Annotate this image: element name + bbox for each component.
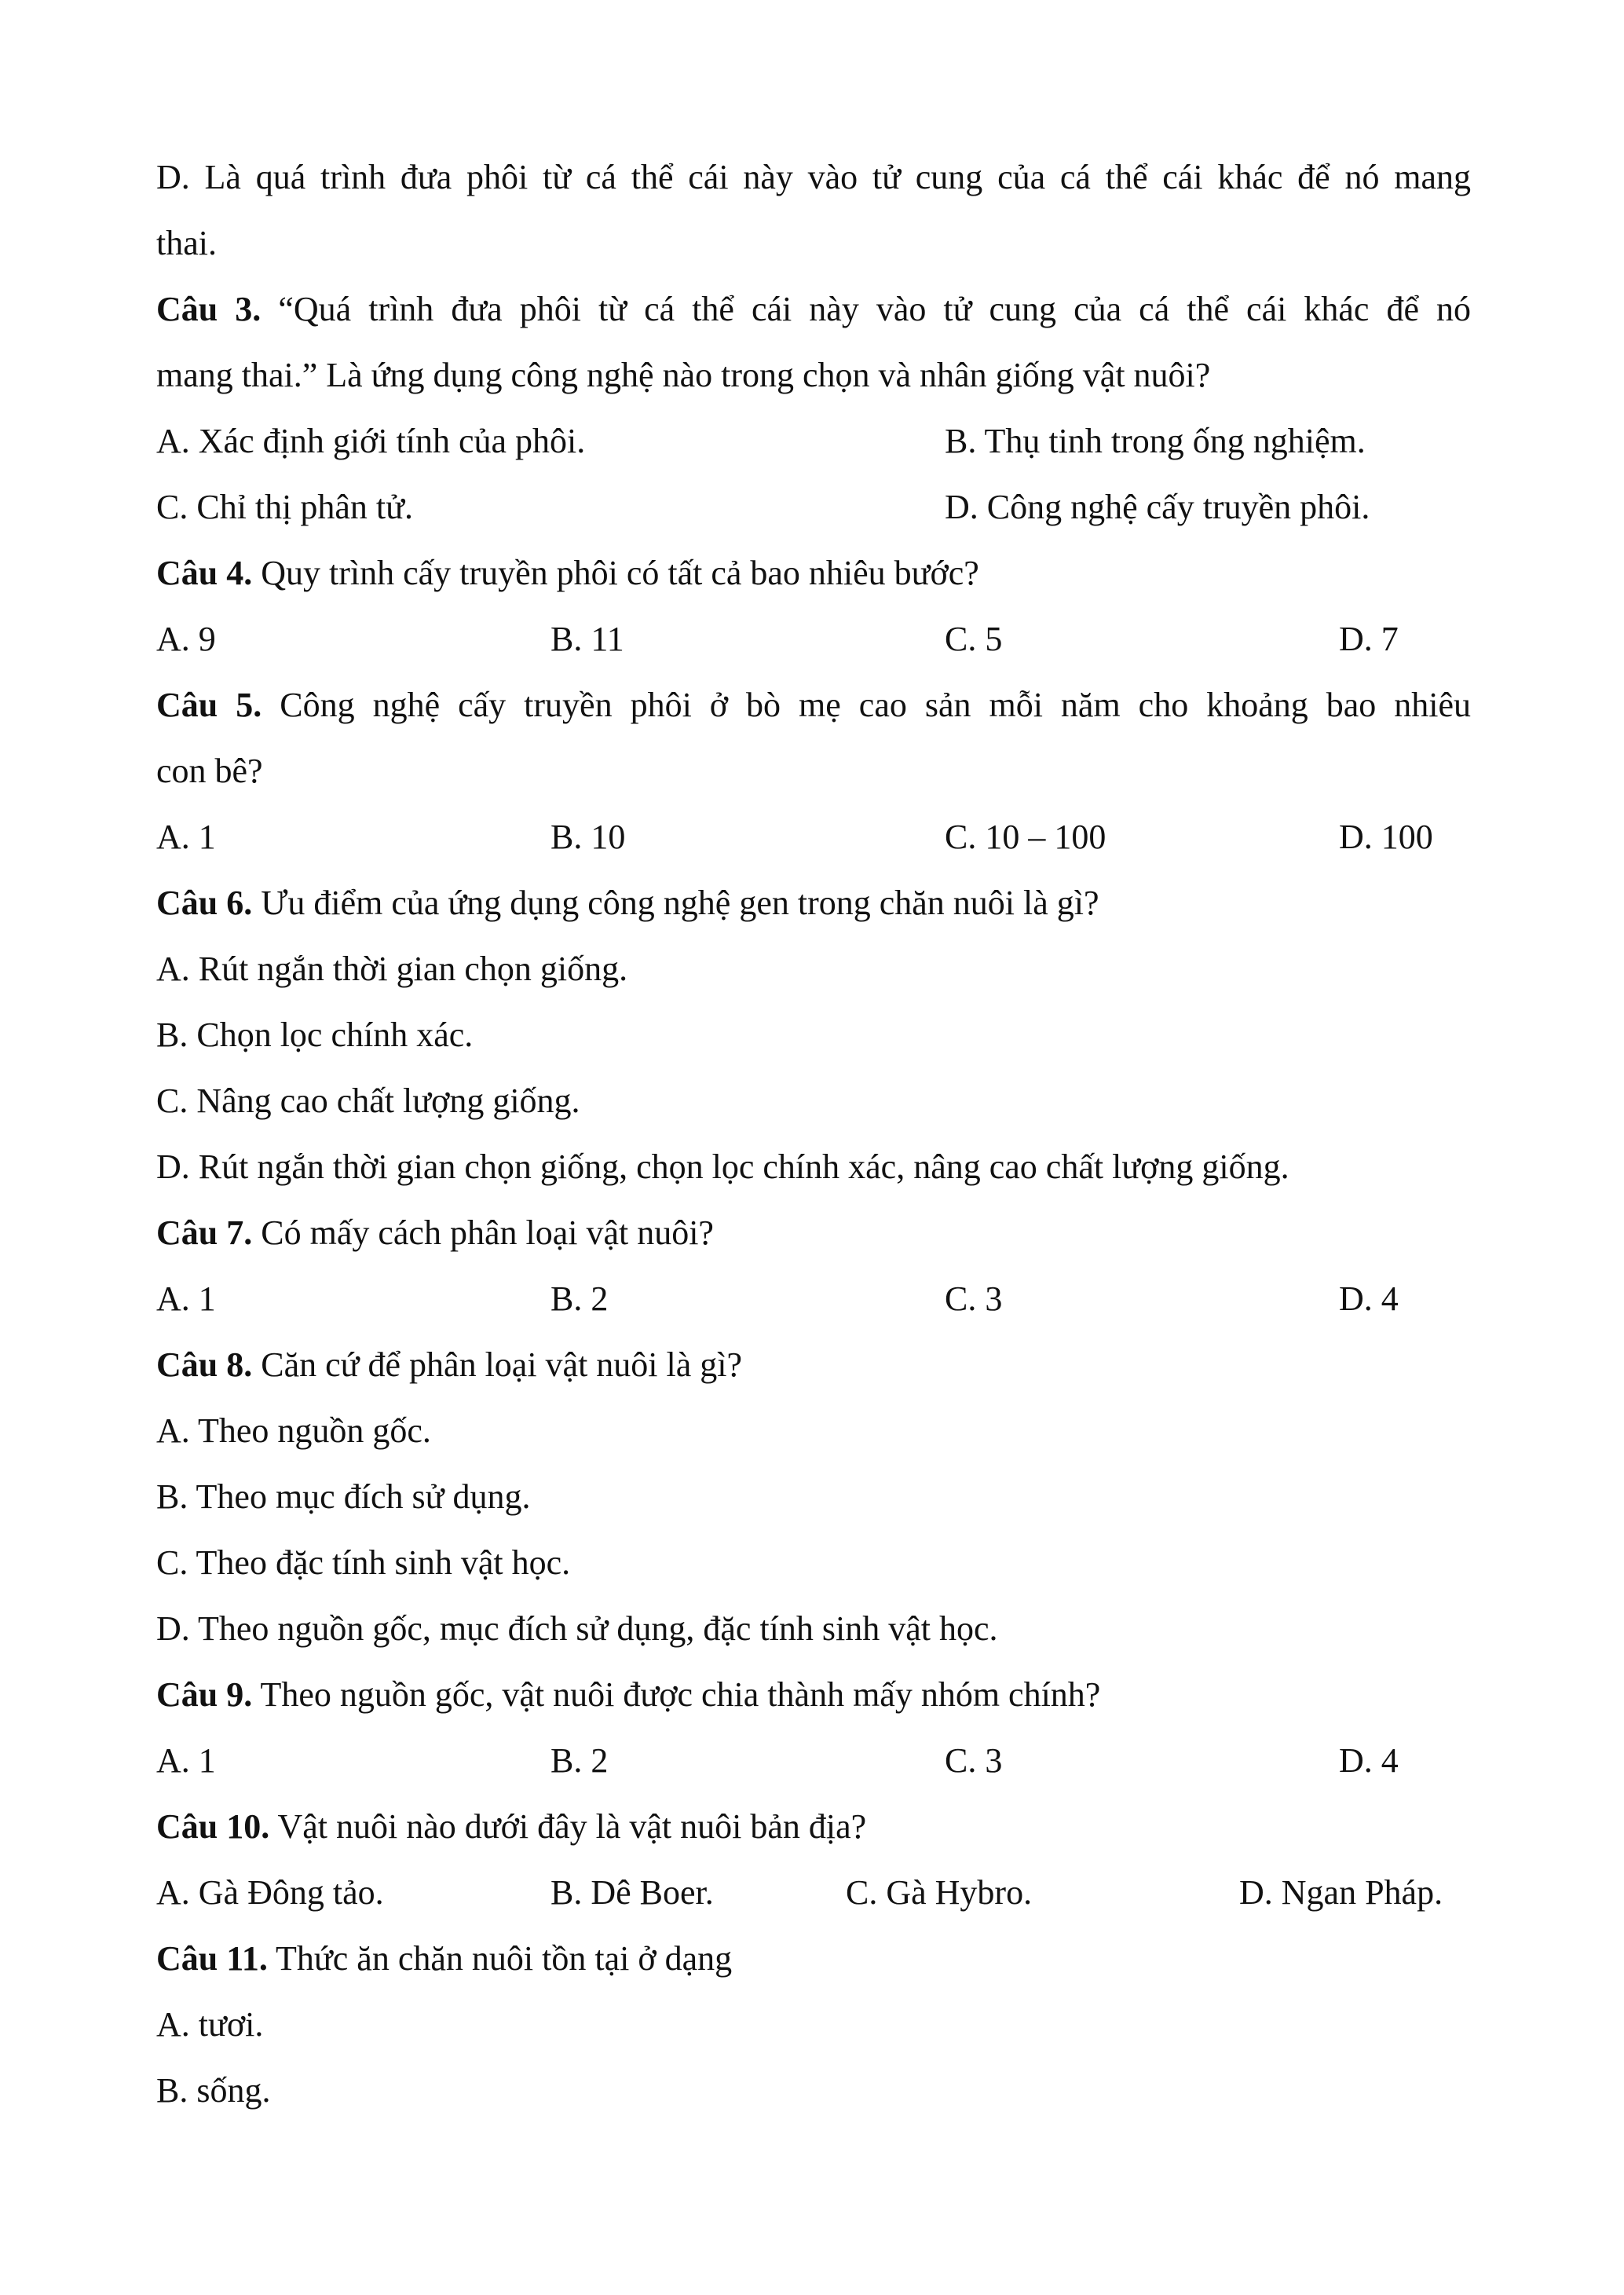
question-text: Có mấy cách phân loại vật nuôi? [261,1213,714,1252]
question-text: Theo nguồn gốc, vật nuôi được chia thành mấy nhóm chính? [260,1675,1101,1714]
question-number: Câu 8. [156,1345,253,1384]
q2-option-d-line2: thai. [156,224,217,262]
q4-question [156,553,979,594]
question-number: Câu 4. [156,554,253,592]
question-number: Câu 3. [156,290,262,328]
q4-option-a: A. 9 [156,620,216,658]
q8-option-b: B. Theo mục đích sử dụng. [156,1477,531,1516]
q8-option-a: A. Theo nguồn gốc. [156,1411,431,1450]
q3-option-c: C. Chỉ thị phân tử. [156,488,413,526]
question-text: Quy trình cấy truyền phôi có tất cả bao nhiêu bước? [261,554,979,592]
q8-question [156,1345,742,1385]
q4-option-d: D. 7 [1339,620,1399,658]
q7-question [156,1213,714,1254]
q5-question [156,685,1471,726]
question-number: Câu 9. [156,1675,253,1714]
q4-option-c: C. 5 [945,620,1003,658]
q10-option-a: A. Gà Đông tảo. [156,1873,384,1912]
q8-option-c: C. Theo đặc tính sinh vật học. [156,1543,571,1582]
question-text: Công nghệ cấy truyền phôi ở bò mẹ cao sản mỗi năm cho khoảng bao nhiêu [280,686,1472,724]
q5-option-d: D. 100 [1339,818,1433,856]
question-text: Thức ăn chăn nuôi tồn tại ở dạng [276,1939,733,1978]
q10-option-d: D. Ngan Pháp. [1239,1873,1443,1912]
q8-option-d: D. Theo nguồn gốc, mục đích sử dụng, đặc tính sinh vật học. [156,1609,998,1648]
q11-question [156,1938,732,1979]
q4-option-b: B. 11 [550,620,624,658]
q6-option-a: A. Rút ngắn thời gian chọn giống. [156,950,628,988]
question-text: “Quá trình đưa phôi từ cá thể cái này vào tử cung của cá thể cái khác để nó [278,290,1472,328]
q9-option-a: A. 1 [156,1741,216,1780]
q7-option-c: C. 3 [945,1279,1003,1318]
q9-option-d: D. 4 [1339,1741,1399,1780]
q7-option-d: D. 4 [1339,1279,1399,1318]
q3-option-b: B. Thụ tinh trong ống nghiệm. [945,422,1366,460]
q9-option-c: C. 3 [945,1741,1003,1780]
question-text: Căn cứ để phân loại vật nuôi là gì? [261,1345,743,1384]
q6-option-d: D. Rút ngắn thời gian chọn giống, chọn lọc chính xác, nâng cao chất lượng giống. [156,1148,1289,1186]
q9-option-b: B. 2 [550,1741,609,1780]
q11-option-a: A. tươi. [156,2005,264,2044]
q2-option-d-line1: D. Là quá trình đưa phôi từ cá thể cái này vào tử cung của cá thể cái khác để nó mang [156,158,1471,196]
q3-question [156,289,1471,330]
question-number: Câu 5. [156,686,262,724]
q3-question-line2: mang thai.” Là ứng dụng công nghệ nào trong chọn và nhân giống vật nuôi? [156,356,1211,394]
q3-option-d: D. Công nghệ cấy truyền phôi. [945,488,1370,526]
q7-option-b: B. 2 [550,1279,609,1318]
question-number: Câu 6. [156,884,253,922]
question-number: Câu 11. [156,1939,268,1978]
q5-option-c: C. 10 – 100 [945,818,1106,856]
question-text: Ưu điểm của ứng dụng công nghệ gen trong chăn nuôi là gì? [261,884,1099,922]
q5-option-b: B. 10 [550,818,626,856]
q5-option-a: A. 1 [156,818,216,856]
q10-option-c: C. Gà Hybro. [846,1873,1033,1912]
question-number: Câu 7. [156,1213,253,1252]
q6-option-c: C. Nâng cao chất lượng giống. [156,1082,580,1120]
q10-question [156,1806,866,1847]
q6-option-b: B. Chọn lọc chính xác. [156,1016,474,1054]
q3-option-a: A. Xác định giới tính của phôi. [156,422,586,460]
q9-question [156,1675,1100,1715]
q6-question [156,883,1099,924]
q5-question-line2: con bê? [156,752,263,790]
question-number: Câu 10. [156,1807,270,1846]
q10-option-b: B. Dê Boer. [550,1873,714,1912]
q7-option-a: A. 1 [156,1279,216,1318]
question-text: Vật nuôi nào dưới đây là vật nuôi bản địa? [277,1807,867,1846]
q11-option-b: B. sống. [156,2071,271,2110]
